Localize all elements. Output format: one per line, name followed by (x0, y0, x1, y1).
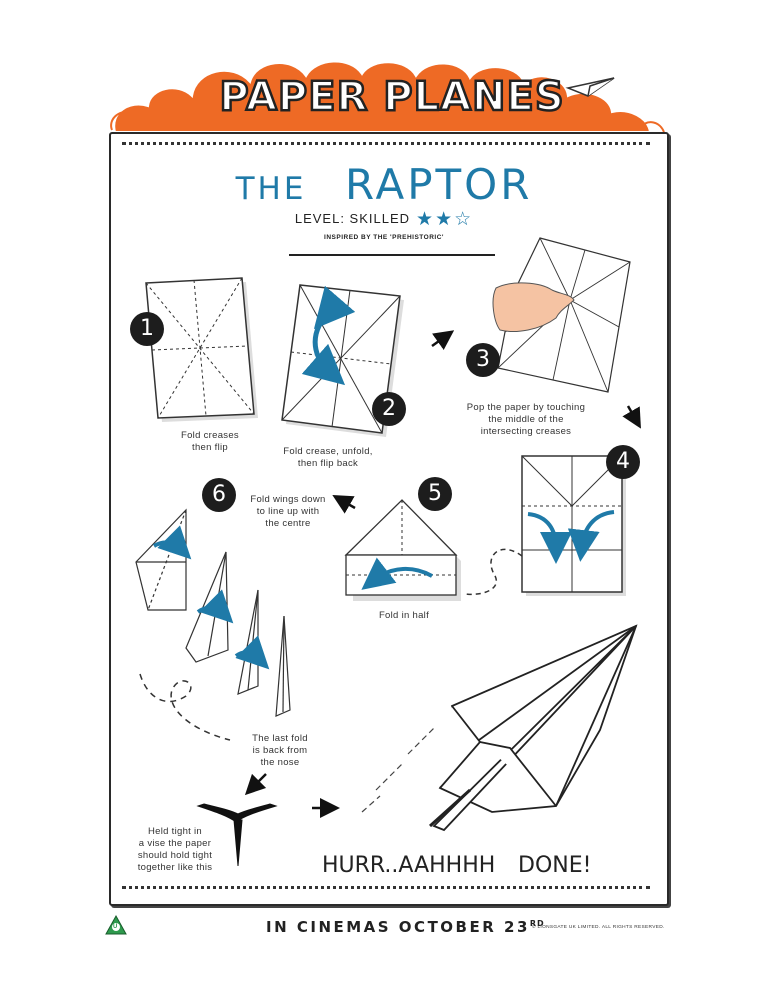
step5-paper-icon (346, 500, 461, 601)
rating-label: U (113, 924, 118, 930)
page-title: THE RAPTOR (235, 160, 533, 209)
step-3-caption: Pop the paper by touching the middle of the intersecting creases (466, 402, 586, 437)
step6-folds-icon (136, 510, 290, 740)
step-5-badge: 5 (418, 477, 452, 511)
inspired-by-note: INSPIRED BY THE 'PREHISTORIC' (324, 234, 444, 241)
arrow-to-step4-icon (628, 406, 636, 420)
arrow-to-step6-icon (341, 500, 355, 508)
step-1-badge: 1 (130, 312, 164, 346)
step-5-caption: Fold in half (378, 610, 430, 621)
step-2-badge: 2 (372, 392, 406, 426)
step-1-caption: Fold creases then flip (181, 430, 239, 453)
difficulty-level: LEVEL: SKILLED ★★☆ (294, 209, 474, 230)
step1-paper-icon (146, 278, 258, 422)
copyright-notice: © LIONSGATE UK LIMITED. ALL RIGHTS RESERVED. (532, 925, 665, 930)
held-tight-note: Held tight in a vise the paper should hold tight together like this (137, 826, 213, 873)
step-4-badge: 4 (606, 445, 640, 479)
arrow-to-step3-icon (432, 336, 446, 346)
star-rating-icon: ★★☆ (416, 209, 474, 230)
step4-paper-icon (466, 456, 626, 596)
step-6-badge: 6 (202, 478, 236, 512)
logo-text: PAPER PLANES (219, 74, 565, 120)
last-fold-note: The last fold is back from the nose (252, 733, 308, 768)
release-date: IN CINEMAS OCTOBER 23RD (266, 918, 545, 936)
step-6-caption: Fold wings down to line up with the centre (250, 494, 326, 529)
arrow-down-left-icon (252, 774, 266, 788)
final-plane-icon (430, 626, 636, 830)
step3-paper-icon (493, 238, 630, 392)
done-text: DONE! (518, 853, 592, 878)
step-2-caption: Fold crease, unfold, then flip back (283, 446, 373, 469)
motion-lines-icon (362, 726, 436, 812)
hurr-text: HURR..AAHHHH (322, 853, 496, 878)
step-3-badge: 3 (466, 343, 500, 377)
